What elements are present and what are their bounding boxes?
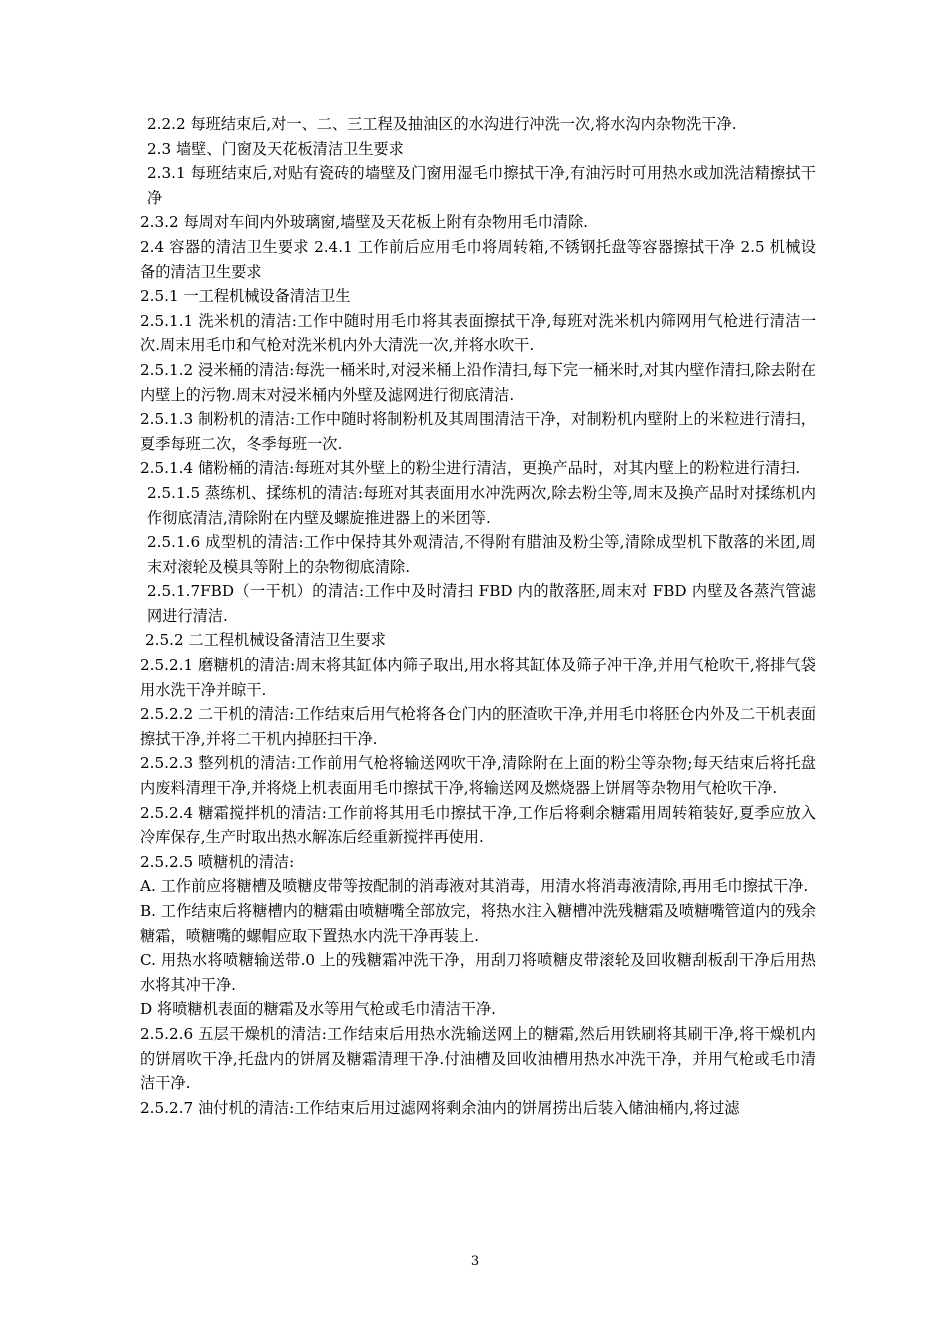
paragraph-2-5-1-5: 2.5.1.5 蒸练机、揉练机的清洁:每班对其表面用水冲洗两次,除去粉尘等,周末及换产品时对揉练机内作彻底清洁,清除附在内壁及螺旋推进器上的米团等.: [147, 483, 816, 527]
list-item-c: C. 用热水将喷糖输送带.0 上的残糖霜冲洗干净，用刮刀将喷糖皮带滚轮及回收糖刮板刮干净后用热水将其冲干净.: [140, 951, 816, 994]
paragraph-2-4: 2.4 容器的清洁卫生要求 2.4.1 工作前后应用毛巾将周转箱,不锈钢托盘等容器擦拭干净 2.5 机械设备的清洁卫生要求: [140, 237, 816, 281]
page-number: 3: [470, 1254, 480, 1269]
heading-2-3: 2.3 墙壁、门窗及天花板清洁卫生要求: [147, 139, 404, 158]
paragraph-2-5-1-1: 2.5.1.1 洗米机的清洁:工作中随时用毛巾将其表面擦拭干净,每班对洗米机内筛网用气枪进行清洁一次.周末用毛巾和气枪对洗米机内外大清洗一次,并将水吹干.: [140, 311, 816, 355]
paragraph-2-5-2-6: 2.5.2.6 五层干燥机的清洁:工作结束后用热水洗输送网上的糖霜,然后用铁刷将其刷干净,将干燥机内的饼屑吹干净,托盘内的饼屑及糖霜清理干净.付油槽及回收油槽用热水冲洗干净，并用气枪或毛巾清洁干净.: [140, 1024, 816, 1093]
paragraph-2-5-2-4: 2.5.2.4 糖霜搅拌机的清洁:工作前将其用毛巾擦拭干净,工作后将剩余糖霜用周转箱装好,夏季应放入冷库保存,生产时取出热水解冻后经重新搅拌再使用.: [140, 803, 816, 847]
paragraph-2-3-1: 2.3.1 每班结束后,对贴有瓷砖的墙壁及门窗用湿毛巾擦拭干净,有油污时可用热水或加洗洁精擦拭干净: [147, 164, 816, 207]
document-body: [140, 112, 816, 1120]
paragraph-2-5-1-6: 2.5.1.6 成型机的清洁:工作中保持其外观清洁,不得附有腊油及粉尘等,清除成型机下散落的米团,周末对滚轮及模具等附上的杂物彻底清除.: [147, 533, 816, 576]
heading-2-5-1: 2.5.1 一工程机械设备清洁卫生: [140, 287, 351, 306]
heading-2-5-2: 2.5.2 二工程机械设备清洁卫生要求: [145, 631, 386, 650]
paragraph-2-5-1-2: 2.5.1.2 浸米桶的清洁:每洗一桶米时,对浸米桶上沿作清扫,每下完一桶米时,对其内壁作清扫,除去附在内壁上的污物.周末对浸米桶内外壁及滤网进行彻底清洁.: [140, 360, 816, 404]
paragraph-2-3-2: 2.3.2 每周对车间内外玻璃窗,墙壁及天花板上附有杂物用毛巾清除.: [140, 213, 589, 232]
list-item-a: A. 工作前应将糖槽及喷糖皮带等按配制的消毒液对其消毒，用清水将消毒液清除,再用毛巾擦拭干净.: [140, 877, 809, 896]
paragraph-2-5-2-2: 2.5.2.2 二干机的清洁:工作结束后用气枪将各仓门内的胚渣吹干净,并用毛巾将胚仓内外及二干机表面擦拭干净,并将二干机内掉胚扫干净.: [140, 705, 816, 748]
paragraph-2-5-2-7: 2.5.2.7 油付机的清洁:工作结束后用过滤网将剩余油内的饼屑捞出后装入储油桶内,将过滤: [140, 1098, 740, 1117]
paragraph-2-5-1-3: 2.5.1.3 制粉机的清洁:工作中随时将制粉机及其周围清洁干净，对制粉机内壁附上的米粒进行清扫，夏季每班二次，冬季每班一次.: [140, 410, 816, 453]
heading-2-5-2-5: 2.5.2.5 喷糖机的清洁:: [140, 852, 295, 871]
paragraph-2-5-2-1: 2.5.2.1 磨糖机的清洁:周末将其缸体内筛子取出,用水将其缸体及筛子冲干净,并用气枪吹干,将排气袋用水洗干净并晾干.: [140, 656, 816, 699]
paragraph-2-5-2-3: 2.5.2.3 整列机的清洁:工作前用气枪将输送网吹干净,清除附在上面的粉尘等杂物;每天结束后将托盘内废料清理干净,并将烧上机表面用毛巾擦拭干净,将输送网及燃烧器上饼屑等杂物用气枪吹干净.: [140, 754, 816, 798]
paragraph-2-2-2: 2.2.2 每班结束后,对一、二、三工程及抽油区的水沟进行冲洗一次,将水沟内杂物洗干净.: [147, 115, 737, 133]
list-item-b: B. 工作结束后将糖槽内的糖霜由喷糖嘴全部放完，将热水注入糖槽冲洗残糖霜及喷糖嘴管道内的残余糖霜，喷糖嘴的螺帽应取下置热水内洗干净再装上.: [140, 902, 816, 945]
list-item-d: D 将喷糖机表面的糖霜及水等用气枪或毛巾清洁干净.: [140, 1000, 496, 1019]
paragraph-2-5-1-4: 2.5.1.4 储粉桶的清洁:每班对其外壁上的粉尘进行清洁，更换产品时，对其内壁上的粉粒进行清扫.: [140, 459, 801, 478]
paragraph-2-5-1-7: 2.5.1.7FBD（一干机）的清洁:工作中及时清扫 FBD 内的散落胚,周末对 FBD 内壁及各蒸汽管滤网进行清洁.: [147, 582, 816, 625]
